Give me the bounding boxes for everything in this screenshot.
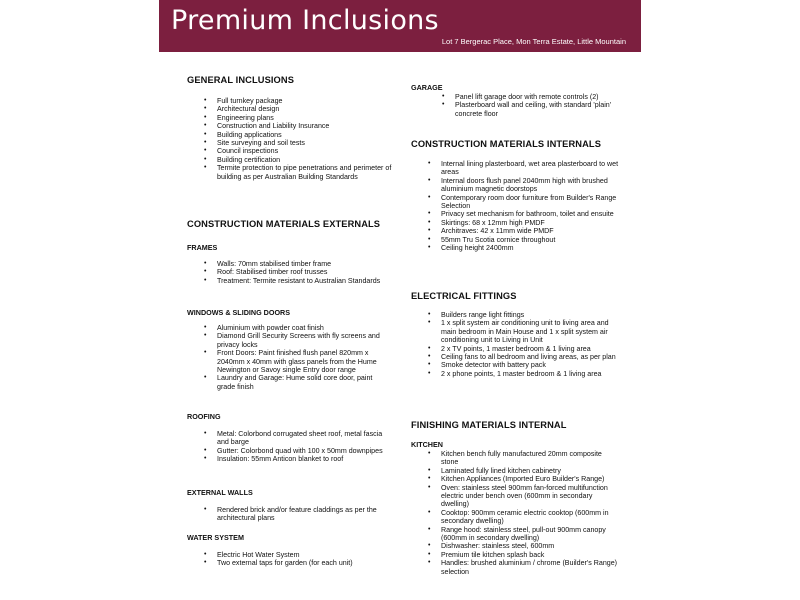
list-item: • Construction and Liability Insurance [217,122,392,130]
electrical-list [441,311,621,378]
list-item: • Handles: brushed aluminium / chrome (Builder's Range) selection [441,559,621,576]
list-item: • Insulation: 55mm Anticon blanket to roof [217,455,385,463]
garage-list [455,93,630,118]
list-item: • Contemporary room door furniture from Builder's Range Selection [441,194,621,211]
list-item: • Building certification [217,156,392,164]
list-item: • Architectural design [217,105,392,113]
internals-list [441,160,621,252]
list-item: • 55mm Tru Scotia cornice throughout [441,236,621,244]
list-item: • Treatment: Termite resistant to Australian Standards [217,277,387,285]
roofing-list [217,430,385,464]
list-item: • Walls: 70mm stabilised timber frame [217,260,387,268]
list-item: • Builders range light fittings [441,311,621,319]
garage-heading: GARAGE [411,83,443,92]
list-item: • Smoke detector with battery pack [441,361,621,369]
list-item: • Building applications [217,131,392,139]
list-item: • Gutter: Colorbond quad with 100 x 50mm downpipes [217,447,385,455]
list-item: • Internal doors flush panel 2040mm high with brushed aluminium magnetic doorstops [441,177,621,194]
general-inclusions-heading: GENERAL INCLUSIONS [187,75,295,85]
finishing-heading: FINISHING MATERIALS INTERNAL [411,420,567,430]
list-item: • Plasterboard wall and ceiling, with standard 'plain' concrete floor [455,101,630,118]
internals-heading: CONSTRUCTION MATERIALS INTERNALS [411,139,601,149]
external-walls-heading: EXTERNAL WALLS [187,488,253,497]
list-item: • Cooktop: 900mm ceramic electric cooktop (600mm in secondary dwelling) [441,509,621,526]
kitchen-list [441,450,621,576]
general-inclusions-list [217,97,392,181]
water-system-heading: WATER SYSTEM [187,533,244,542]
list-item: • Skirtings: 68 x 12mm high PMDF [441,219,621,227]
list-item: • Full turnkey package [217,97,392,105]
list-item: • Kitchen Appliances (Imported Euro Builder's Range) [441,475,621,483]
property-address: Lot 7 Bergerac Place, Mon Terra Estate, Little Mountain [441,37,626,46]
frames-heading: FRAMES [187,243,218,252]
list-item: • Electric Hot Water System [217,551,392,559]
list-item: • Oven: stainless steel 900mm fan-forced multifunction electric under bench oven (600mm in secondary dwelling) [441,484,621,509]
list-item: • Internal lining plasterboard, wet area plasterboard to wet areas [441,160,621,177]
list-item: • Aluminium with powder coat finish [217,324,387,332]
list-item: • Rendered brick and/or feature claddings as per the architectural plans [217,506,389,523]
list-item: • 1 x split system air conditioning unit to living area and main bedroom in Main House and 1 x split system air conditioning unit to Living in Unit [441,319,621,344]
page-title: Premium Inclusions [171,5,439,36]
list-item: • Engineering plans [217,114,392,122]
list-item: • Kitchen bench fully manufactured 20mm composite stone [441,450,621,467]
list-item: • Roof: Stabilised timber roof trusses [217,268,387,276]
external-walls-list [217,506,389,523]
list-item: • Panel lift garage door with remote controls (2) [455,93,630,101]
list-item: • Laminated fully lined kitchen cabinetry [441,467,621,475]
list-item: • Dishwasher: stainless steel, 600mm [441,542,621,550]
list-item: • 2 x phone points, 1 master bedroom & 1 living area [441,370,621,378]
kitchen-heading: KITCHEN [411,440,443,449]
windows-heading: WINDOWS & SLIDING DOORS [187,308,291,317]
windows-list [217,324,387,391]
list-item: • Council inspections [217,147,392,155]
list-item: • Diamond Grill Security Screens with fly screens and privacy locks [217,332,387,349]
water-system-list [217,551,392,568]
electrical-heading: ELECTRICAL FITTINGS [411,291,517,301]
list-item: • Ceiling height 2400mm [441,244,621,252]
list-item: • Ceiling fans to all bedroom and living areas, as per plan [441,353,621,361]
list-item: • Site surveying and soil tests [217,139,392,147]
list-item: • Metal: Colorbond corrugated sheet roof, metal fascia and barge [217,430,385,447]
list-item: • Laundry and Garage: Hume solid core door, paint grade finish [217,374,387,391]
frames-list [217,260,387,285]
list-item: • Architraves: 42 x 11mm wide PMDF [441,227,621,235]
list-item: • Premium tile kitchen splash back [441,551,621,559]
list-item: • Two external taps for garden (for each unit) [217,559,392,567]
externals-heading: CONSTRUCTION MATERIALS EXTERNALS [187,219,381,229]
list-item: • 2 x TV points, 1 master bedroom & 1 living area [441,345,621,353]
list-item: • Front Doors: Paint finished flush panel 820mm x 2040mm x 40mm with glass panels from the Hume Newington or Savoy single Entry door range [217,349,387,374]
list-item: • Termite protection to pipe penetrations and perimeter of building as per Australian Building Standards [217,164,392,181]
roofing-heading: ROOFING [187,412,221,421]
list-item: • Privacy set mechanism for bathroom, toilet and ensuite [441,210,621,218]
header-banner [159,0,641,52]
list-item: • Range hood: stainless steel, pull-out 900mm canopy (600mm in secondary dwelling) [441,526,621,543]
